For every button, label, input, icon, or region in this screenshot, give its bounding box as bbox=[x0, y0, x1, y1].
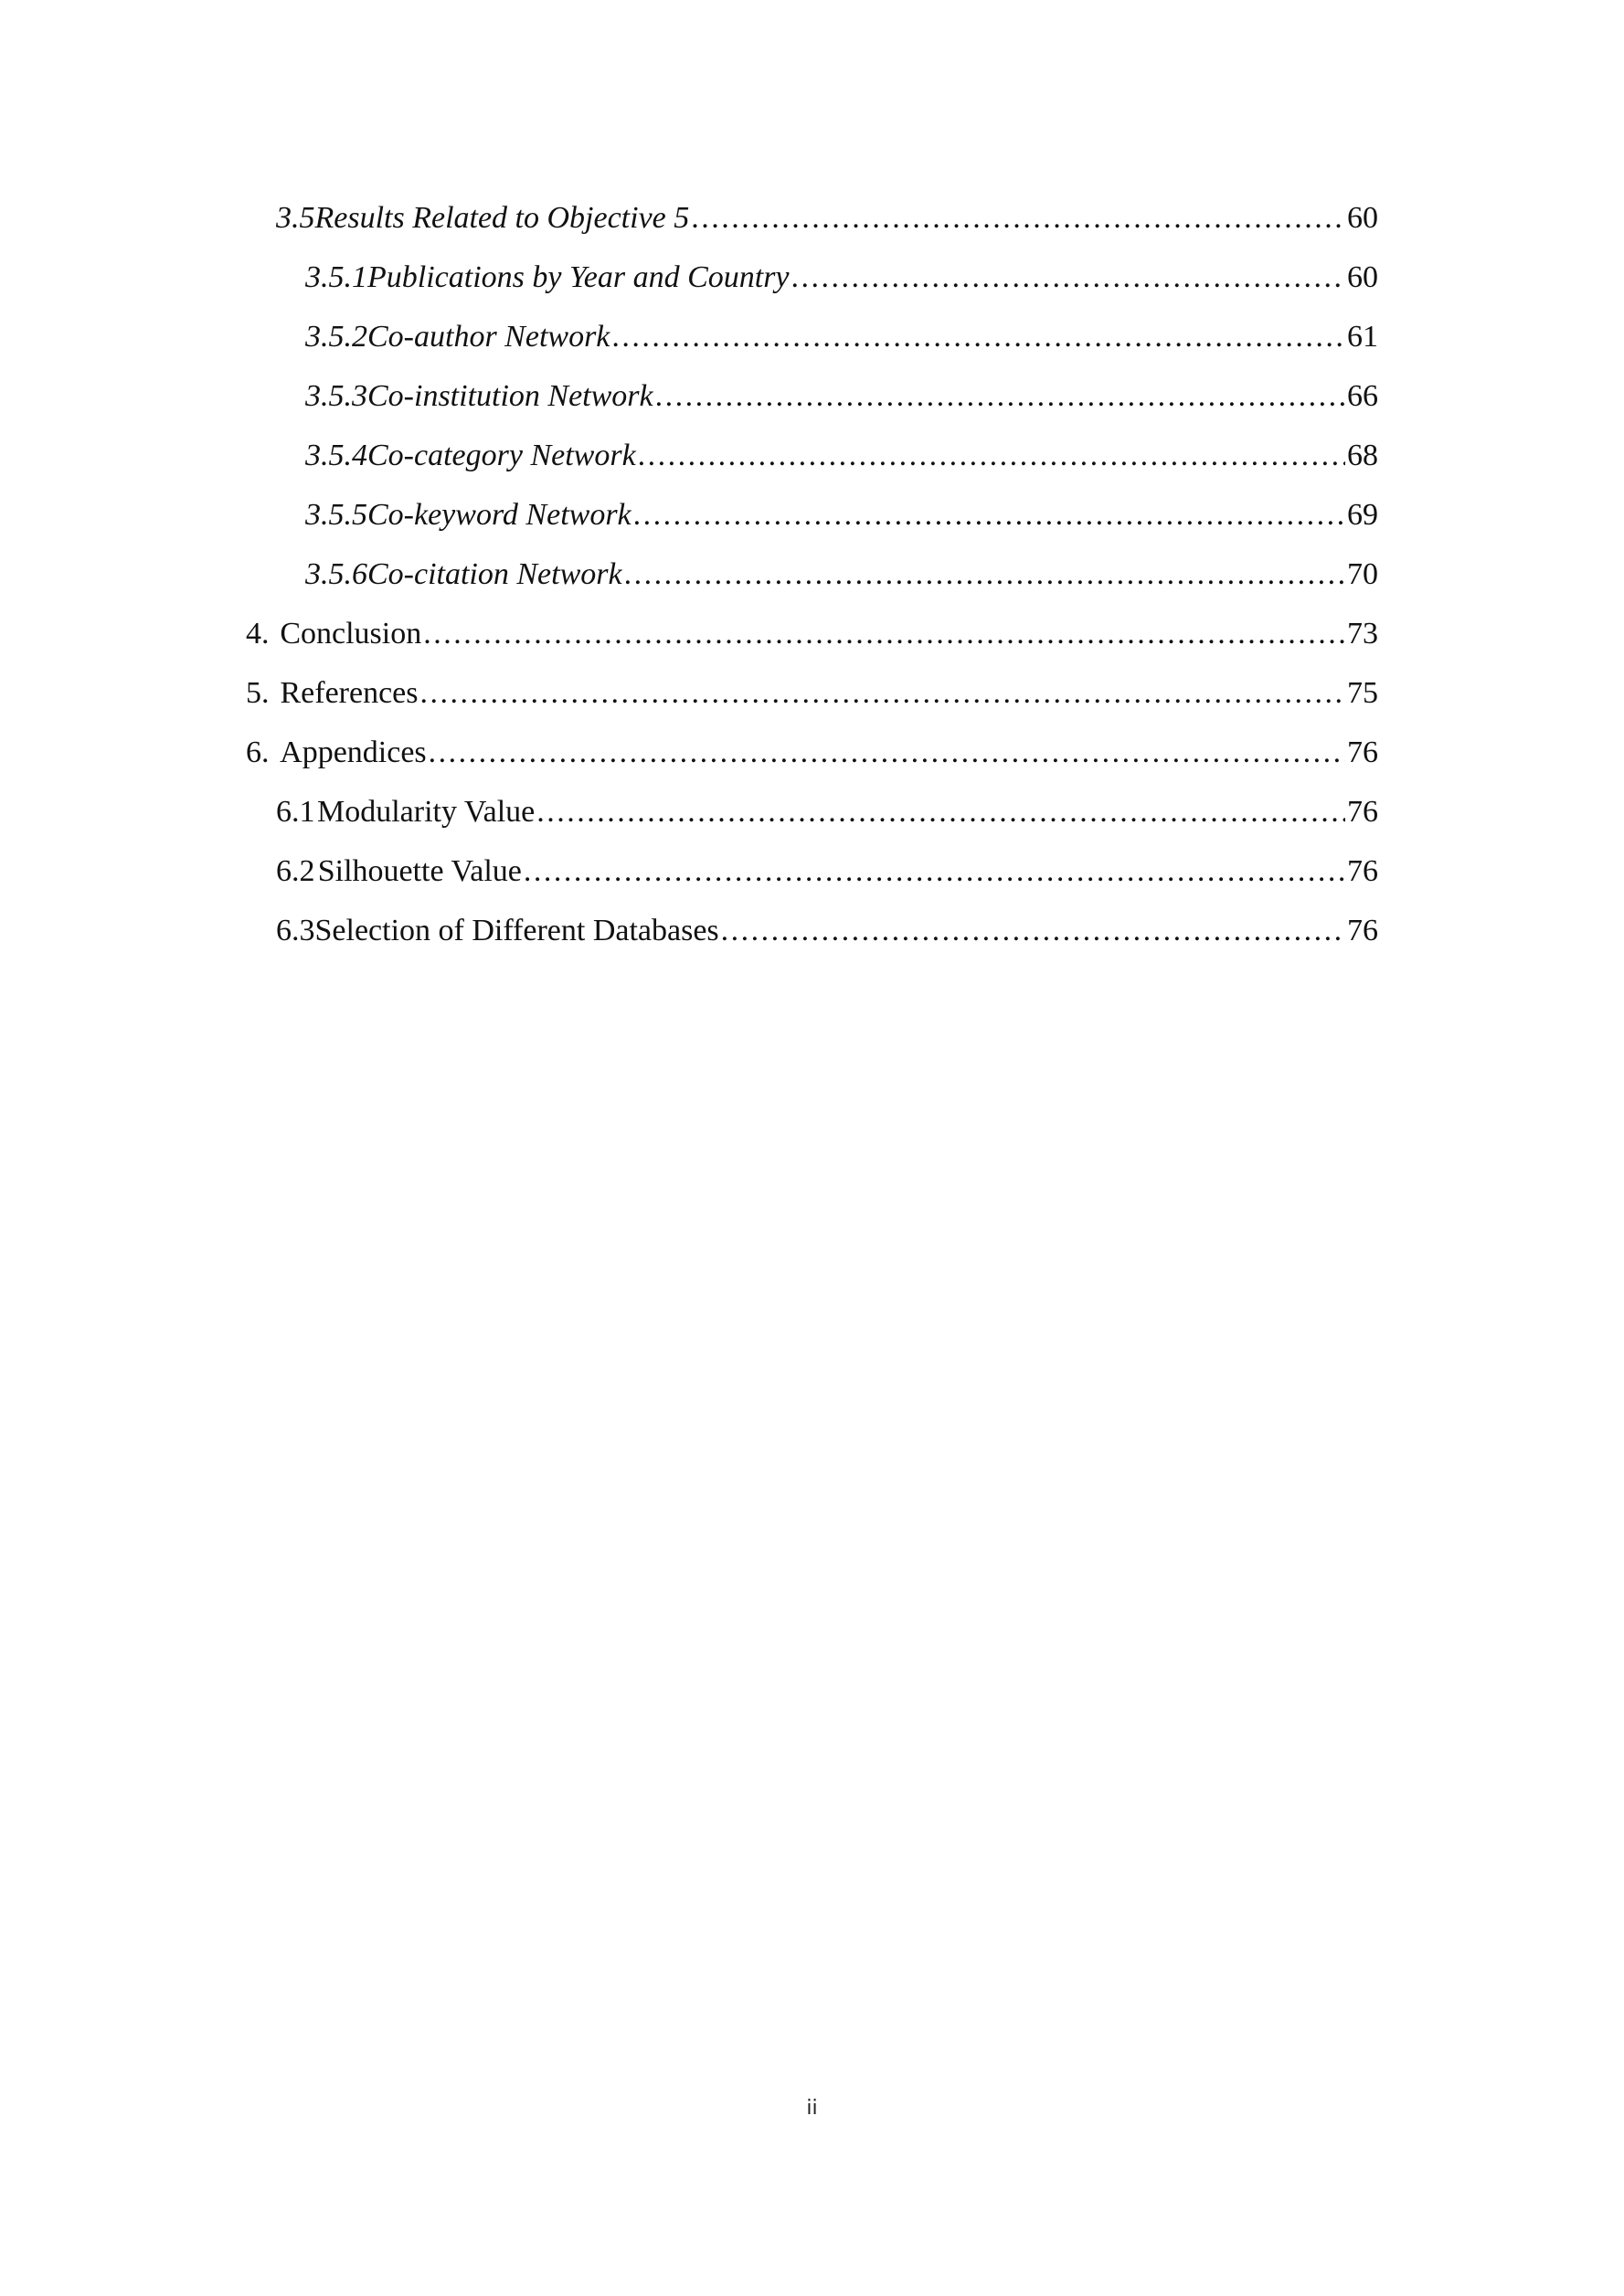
dot-leader bbox=[655, 374, 1345, 419]
toc-entry-title: Silhouette Value bbox=[317, 854, 522, 888]
toc-entry-4[interactable] bbox=[246, 611, 1378, 657]
toc-entry-number: 3.5 bbox=[276, 201, 315, 235]
toc-entry-title: Co-citation Network bbox=[367, 557, 622, 591]
dot-leader bbox=[536, 789, 1345, 835]
toc-entry-number: 6. bbox=[246, 735, 270, 769]
toc-entry-number: 3.5.4 bbox=[305, 439, 367, 472]
dot-leader bbox=[721, 908, 1345, 954]
toc-entry-number: 3.5.6 bbox=[305, 557, 367, 591]
toc-entry-title: Appendices bbox=[280, 735, 427, 769]
toc-entry-page: 66 bbox=[1347, 379, 1378, 413]
dot-leader bbox=[691, 196, 1345, 241]
toc-entry-number: 6.3 bbox=[276, 914, 315, 947]
toc-entry-3-5-5[interactable] bbox=[305, 492, 1378, 538]
toc-entry-3-5[interactable] bbox=[276, 196, 1378, 241]
toc-entry-page: 61 bbox=[1347, 320, 1378, 354]
dot-leader bbox=[611, 314, 1345, 360]
toc-entry-page: 76 bbox=[1347, 914, 1378, 947]
dot-leader bbox=[429, 730, 1345, 776]
toc-entry-title: Co-category Network bbox=[367, 439, 636, 472]
toc-entry-6-1[interactable] bbox=[276, 789, 1378, 835]
toc-entry-page: 60 bbox=[1347, 201, 1378, 235]
dot-leader bbox=[791, 255, 1345, 301]
toc-entry-page: 69 bbox=[1347, 498, 1378, 532]
toc-entry-page: 70 bbox=[1347, 557, 1378, 591]
dot-leader bbox=[633, 492, 1345, 538]
toc-entry-page: 76 bbox=[1347, 795, 1378, 829]
toc-entry-number: 3.5.5 bbox=[305, 498, 367, 532]
dot-leader bbox=[423, 611, 1345, 657]
toc-entry-number: 3.5.3 bbox=[305, 379, 367, 413]
toc-entry-number: 5. bbox=[246, 676, 270, 710]
toc-entry-3-5-1[interactable] bbox=[305, 255, 1378, 301]
toc-entry-page: 68 bbox=[1347, 439, 1378, 472]
toc-entry-title: Results Related to Objective 5 bbox=[314, 201, 690, 235]
toc-entry-number: 6.2 bbox=[276, 854, 315, 888]
toc-entry-title: Publications by Year and Country bbox=[367, 260, 790, 294]
toc-entry-title: Modularity Value bbox=[316, 795, 536, 829]
toc-entry-5[interactable] bbox=[246, 671, 1378, 716]
toc-entry-3-5-4[interactable] bbox=[305, 433, 1378, 479]
toc-entry-6[interactable] bbox=[246, 730, 1378, 776]
toc-entry-number: 3.5.1 bbox=[305, 260, 367, 294]
toc-entry-page: 60 bbox=[1347, 260, 1378, 294]
dot-leader bbox=[638, 433, 1345, 479]
toc-entry-title: References bbox=[280, 676, 419, 710]
toc-entry-title: Co-author Network bbox=[367, 320, 610, 354]
toc-entry-page: 76 bbox=[1347, 854, 1378, 888]
toc-entry-3-5-3[interactable] bbox=[305, 374, 1378, 419]
toc-entry-6-2[interactable] bbox=[276, 849, 1378, 894]
dot-leader bbox=[420, 671, 1346, 716]
dot-leader bbox=[624, 552, 1345, 598]
toc-entry-page: 73 bbox=[1347, 617, 1378, 651]
toc-entry-title: Conclusion bbox=[280, 617, 422, 651]
toc-entry-title: Co-keyword Network bbox=[367, 498, 632, 532]
page-number: ii bbox=[806, 2097, 818, 2120]
toc-entry-number: 4. bbox=[246, 617, 270, 651]
toc-entry-3-5-2[interactable] bbox=[305, 314, 1378, 360]
toc-entry-page: 76 bbox=[1347, 735, 1378, 769]
toc-entry-number: 3.5.2 bbox=[305, 320, 367, 354]
toc-entry-6-3[interactable] bbox=[276, 908, 1378, 954]
toc-entry-title: Selection of Different Databases bbox=[314, 914, 719, 947]
toc-entry-3-5-6[interactable] bbox=[305, 552, 1378, 598]
dot-leader bbox=[524, 849, 1345, 894]
toc-entry-title: Co-institution Network bbox=[367, 379, 653, 413]
toc-entry-number: 6.1 bbox=[276, 795, 315, 829]
toc-entry-page: 75 bbox=[1347, 676, 1378, 710]
